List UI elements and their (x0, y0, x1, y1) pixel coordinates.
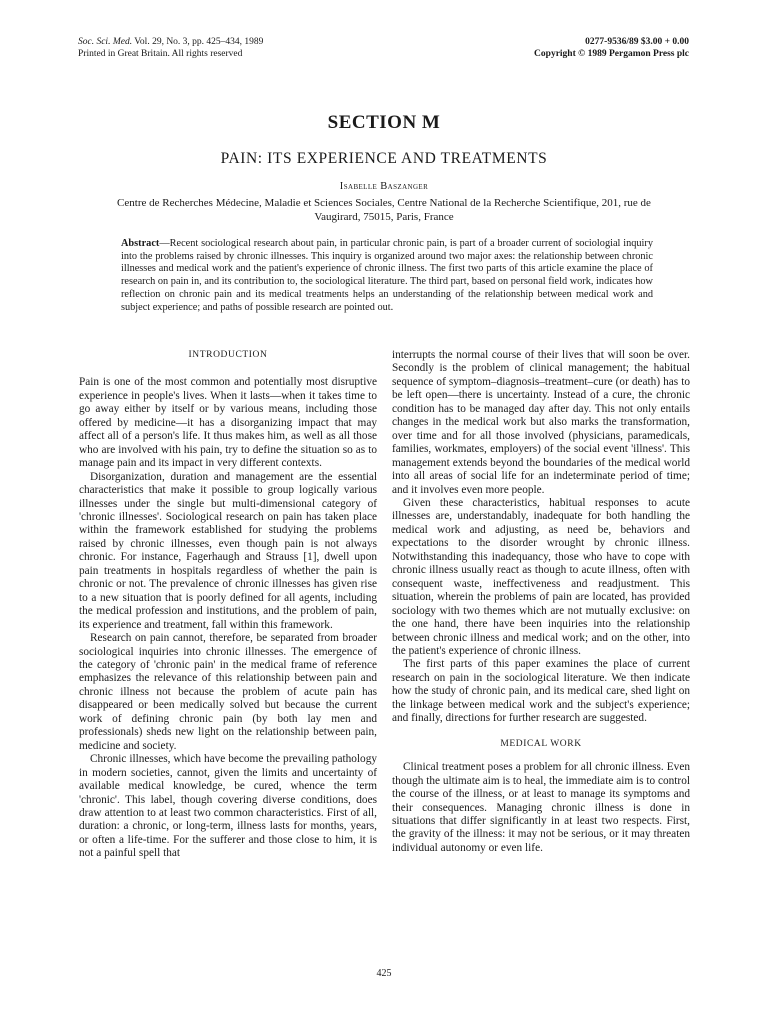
introduction-heading: INTRODUCTION (188, 350, 268, 360)
paragraph: interrupts the normal course of their lives that will soon be over. Secondly is the problem of clinical management; the habitual sequence of symptom–diagnosis–treatment–cure (or death) has to be left open—there is uncertainty. Instead of a cure, the chronic condition has to be managed day after day. This not only entails changes in the medical work but also marks the transformation, over time and for all those involved (physicians, paramedicals, families, workmates, employers) of the social event 'illness'. This management extends beyond the boundaries of the medical world into all areas of social life for an indeterminate period of time; and it involves even more people. (392, 349, 690, 496)
paragraph: Research on pain cannot, therefore, be separated from broader sociological inquiries into chronic illnesses. The emergence of the category of 'chronic pain' in the medical frame of reference emphasizes the relevance of this relationship between pain and chronic illness not because the problem of acute pain has disappeared or been medically solved but because the current work of defining chronic pain (by both lay men and professionals) sheds new light on the relationship between pain, medicine and society. (79, 632, 377, 752)
journal-header (78, 36, 263, 60)
right-column (392, 349, 690, 855)
section-heading: SECTION M (327, 112, 441, 133)
paragraph: Chronic illnesses, which have become the prevailing pathology in modern societies, cannot, given the limits and uncertainty of available medical knowledge, be cured, whence the term 'chronic'. This label, though covering diverse conditions, does draw attention to at least two common characteristics. First of all, duration: a chronic, or long-term, illness lasts for months, years, or often a life-time. For the sufferer and those close to him, it is not a painful spell that (79, 753, 377, 860)
journal-citation: Vol. 29, No. 3, pp. 425–434, 1989 (134, 37, 264, 47)
paragraph: The first parts of this paper examines the place of current research on pain in the sociological literature. We then indicate how the study of chronic pain, and its medical care, shed light on the linkage between medical work and the subject's experience; and finally, directions for further research are suggested. (392, 658, 690, 725)
paragraph: Given these characteristics, habitual responses to acute illnesses are, understandably, inadequate for both handling the medical work and adjusting, as need be, behaviors and expectations to the disorder wrought by chronic illness. Notwithstanding this inadequancy, those who have to cope with chronic illness usually react as though to acute illness, often with consequent waste, ineffectiveness and readjustment. This situation, wherein the problems of pain are located, has provided sociology with two themes which are not mutually exclusive: on the one hand, there have been inquiries into the relationship between chronic illness and medical work; and on the other, into the patient's experience of chronic illness. (392, 496, 690, 657)
abstract (121, 238, 653, 314)
paragraph: Clinical treatment poses a problem for all chronic illness. Even though the ultimate aim is to heal, the immediate aim is to control the course of the illness, or at least to manage its symptoms and their consequences. Managing chronic illness is done in situations that differ significantly in at least two respects. First, the gravity of the illness: it may not be serious, or it may threaten individual autonomy or even life. (392, 761, 690, 854)
author-name: Isabelle Baszanger (339, 181, 429, 192)
abstract-text: —Recent sociological research about pain, in particular chronic pain, is part of a broader current of sociologial inquiry into the problems raised by chronic illnesses. This inquiry is organized around two major axes: the relationship between chronic illnesses and medical work and the patient's experience of chronic illness. The first two parts of this article examine the place of research on pain in, and its contribution to, the sociological literature. The third part, based on personal field work, indicates how reflection on chronic pain and its medical treatments helps an understanding of the relationship between medical work and subject experience; and paths of possible research are pointed out. (121, 238, 653, 313)
article-code: 0277-9536/89 $3.00 + 0.00 (585, 37, 689, 47)
author-affiliation: Centre de Recherches Médecine, Maladie et Sciences Sociales, Centre National de la Recherche Scientifique, 201, rue de Vaugirard, 75015, Paris, France (117, 197, 651, 223)
paragraph: Pain is one of the most common and potentially most disruptive experience in people's lives. When it lasts—when it takes time to go away either by itself or by various means, including those offered by medicine—it has a disorganizing impact that may affect all of a person's life. It thus makes him, as well as all those who are involved with his pain, try to define the situation so as to manage pain and its impact in very different contexts. (79, 376, 377, 470)
paragraph: Disorganization, duration and management are the essential characteristics that make it possible to group logically various illnesses under the single but multi-dimensional category of 'chronic illnesses'. Sociological research on pain has taken place within the framework established for studying the problems raised by chronic illnesses, even though pain is not always chronic. For instance, Fagerhaugh and Strauss [1], dwell upon pain treatments in hospitals regardless of whether the pain is chronic or not. The prevalence of chronic illnesses has given rise to a new situation that is poorly defined for all agents, including the medical profession and institutions, and the problem of pain, its experience and treatment, fall within this framework. (79, 470, 377, 631)
journal-name: Soc. Sci. Med. (78, 37, 133, 47)
copyright-header (534, 36, 689, 60)
copyright-line: Copyright © 1989 Pergamon Press plc (534, 49, 689, 59)
page-number: 425 (376, 968, 392, 979)
left-column (79, 349, 377, 861)
medical-work-heading: MEDICAL WORK (500, 738, 582, 749)
abstract-label: Abstract (121, 238, 160, 249)
printed-note: Printed in Great Britain. All rights reserved (78, 49, 243, 59)
article-title: PAIN: ITS EXPERIENCE AND TREATMENTS (220, 150, 548, 167)
